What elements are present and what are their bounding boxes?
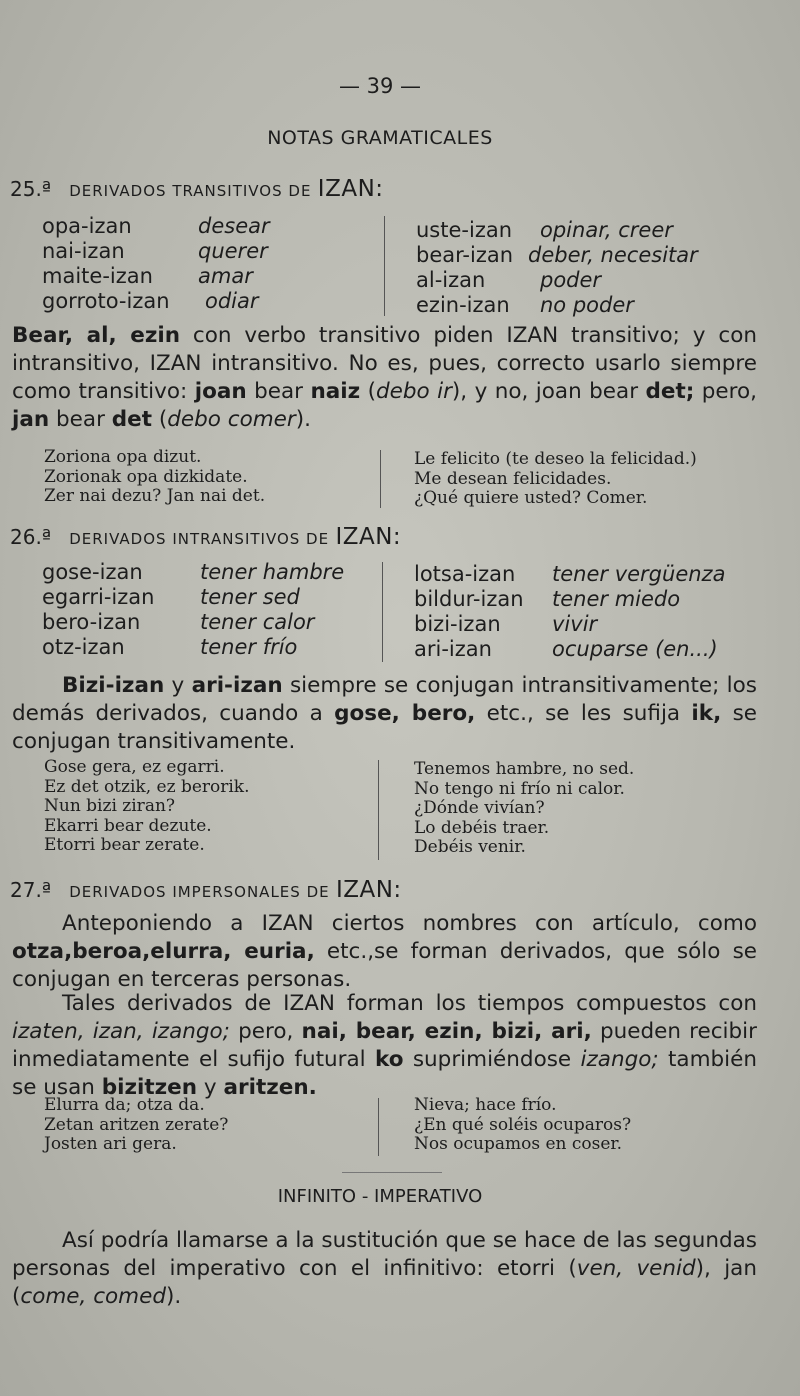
section-label: DERIVADOS INTRANSITIVOS DE (69, 530, 330, 548)
example-line: Le felicito (te deseo la felicidad.) (414, 449, 697, 469)
vocab-gloss: odiar (205, 289, 259, 313)
vocab-term: maite-izan (42, 264, 153, 288)
section-keyword: IZAN: (335, 877, 402, 903)
page-number: — 39 — (338, 74, 422, 98)
vocab-term: otz-izan (42, 635, 125, 659)
example-line: No tengo ni frío ni calor. (414, 778, 625, 799)
subsection-title: INFINITO - IMPERATIVO (277, 1186, 483, 1207)
vocab-term: egarri-izan (42, 585, 155, 609)
example-line: Zorionak opa dizkidate. (44, 466, 248, 487)
vocab-term: gose-izan (42, 560, 143, 584)
section-number: 26.ª (10, 525, 52, 549)
example-line: ¿Qué quiere usted? Comer. (414, 488, 648, 508)
section-number: 25.ª (10, 177, 52, 201)
section-keyword: IZAN: (317, 176, 384, 202)
vocab-term: nai-izan (42, 239, 125, 263)
example-line: Zoriona opa dizut. (44, 447, 202, 467)
paragraph: Anteponiendo a IZAN ciertos nombres con artículo, como otza,beroa,elurra, euria, etc.,se forman derivados, que sólo se conjugan en terceras personas. (12, 911, 757, 992)
vocab-term: bear-izan (416, 243, 514, 267)
examples-basque (44, 1096, 228, 1155)
vocab-gloss: ocuparse (en...) (552, 637, 718, 661)
vocab-gloss: tener calor (200, 610, 315, 634)
vocab-gloss: amar (198, 264, 253, 288)
paragraph: Tales derivados de IZAN forman los tiempos compuestos con izaten, izan, izango; pero, nai, bear, ezin, bizi, ari, pueden recibir inmediatamente el sufijo futural ko suprimiéndose izango; también se usan bizitzen y aritzen. (12, 991, 758, 1100)
column-divider (382, 562, 383, 662)
paragraph: Bear, al, ezin con verbo transitivo piden IZAN transitivo; y con intransitivo, IZAN intransitivo. No es, pues, correcto usarlo siempre como transitivo: joan bear naiz (debo ir), y no, joan bear det; pero, jan bear det (debo comer). (12, 323, 757, 432)
example-line: ¿Dónde vivían? (414, 798, 545, 818)
vocab-term: lotsa-izan (414, 562, 516, 586)
example-line: Tenemos hambre, no sed. (414, 759, 635, 779)
section-26-heading (10, 524, 401, 550)
page-title: NOTAS GRAMATICALES (267, 127, 493, 149)
vocab-gloss: tener vergüenza (552, 562, 726, 586)
section-27-heading (10, 877, 402, 903)
example-line: Ekarri bear dezute. (44, 815, 212, 836)
example-line: Ez det otzik, ez berorik. (44, 776, 250, 797)
vocab-gloss: tener hambre (200, 560, 345, 584)
example-line: ¿En qué soléis ocuparos? (414, 1114, 632, 1135)
section-rule (342, 1172, 442, 1173)
vocab-term: bizi-izan (414, 612, 501, 636)
vocab-term: uste-izan (416, 218, 513, 242)
example-line: Josten ari gera. (44, 1134, 177, 1154)
section-label: DERIVADOS TRANSITIVOS DE (69, 182, 312, 200)
example-line: Etorri bear zerate. (44, 835, 205, 855)
example-line: Me desean felicidades. (414, 468, 612, 489)
examples-spanish (414, 760, 634, 858)
section-label: DERIVADOS IMPERSONALES DE (69, 883, 330, 901)
vocab-term: bildur-izan (414, 587, 524, 611)
paragraph: Bizi-izan y ari-izan siempre se conjugan intransitivamente; los demás derivados, cuando a gose, bero, etc., se les sufija ik, se conjugan transitivamente. (12, 673, 758, 754)
vocab-term: opa-izan (42, 214, 132, 238)
column-divider (384, 216, 385, 316)
vocab-gloss: poder (540, 268, 602, 292)
example-line: Nun bizi ziran? (44, 796, 176, 816)
column-divider (380, 450, 381, 508)
examples-spanish (414, 1096, 631, 1155)
paragraph: Así podría llamarse a la sustitución que se hace de las segundas personas del imperativo con el infinitivo: etorri (ven, venid), jan (come, comed). (12, 1228, 757, 1309)
vocab-gloss: querer (198, 239, 268, 263)
example-line: Lo debéis traer. (414, 817, 550, 838)
vocab-gloss: no poder (540, 293, 634, 317)
vocab-term: ari-izan (414, 637, 492, 661)
vocab-term: ezin-izan (416, 293, 510, 317)
column-divider (378, 1098, 379, 1156)
vocab-term: al-izan (416, 268, 486, 292)
vocab-term: bero-izan (42, 610, 141, 634)
example-line: Zetan aritzen zerate? (44, 1114, 229, 1135)
example-line: Zer nai dezu? Jan nai det. (44, 486, 266, 506)
example-line: Gose gera, ez egarri. (44, 757, 225, 777)
section-number: 27.ª (10, 878, 52, 902)
column-divider (378, 760, 379, 860)
vocab-gloss: tener sed (200, 585, 300, 609)
examples-basque (44, 448, 265, 507)
vocab-gloss: vivir (552, 612, 598, 636)
vocab-gloss: opinar, creer (540, 218, 673, 242)
example-line: Elurra da; otza da. (44, 1095, 205, 1115)
vocab-gloss: deber, necesitar (528, 243, 698, 267)
vocab-gloss: desear (198, 214, 270, 238)
section-keyword: IZAN: (335, 524, 402, 550)
example-line: Nieva; hace frío. (414, 1095, 557, 1115)
examples-spanish (414, 450, 697, 509)
example-line: Nos ocupamos en coser. (414, 1134, 623, 1154)
vocab-gloss: tener miedo (552, 587, 681, 611)
example-line: Debéis venir. (414, 837, 526, 857)
vocab-gloss: tener frío (200, 635, 298, 659)
examples-basque (44, 758, 250, 856)
section-25-heading (10, 176, 384, 202)
vocab-term: gorroto-izan (42, 289, 170, 313)
